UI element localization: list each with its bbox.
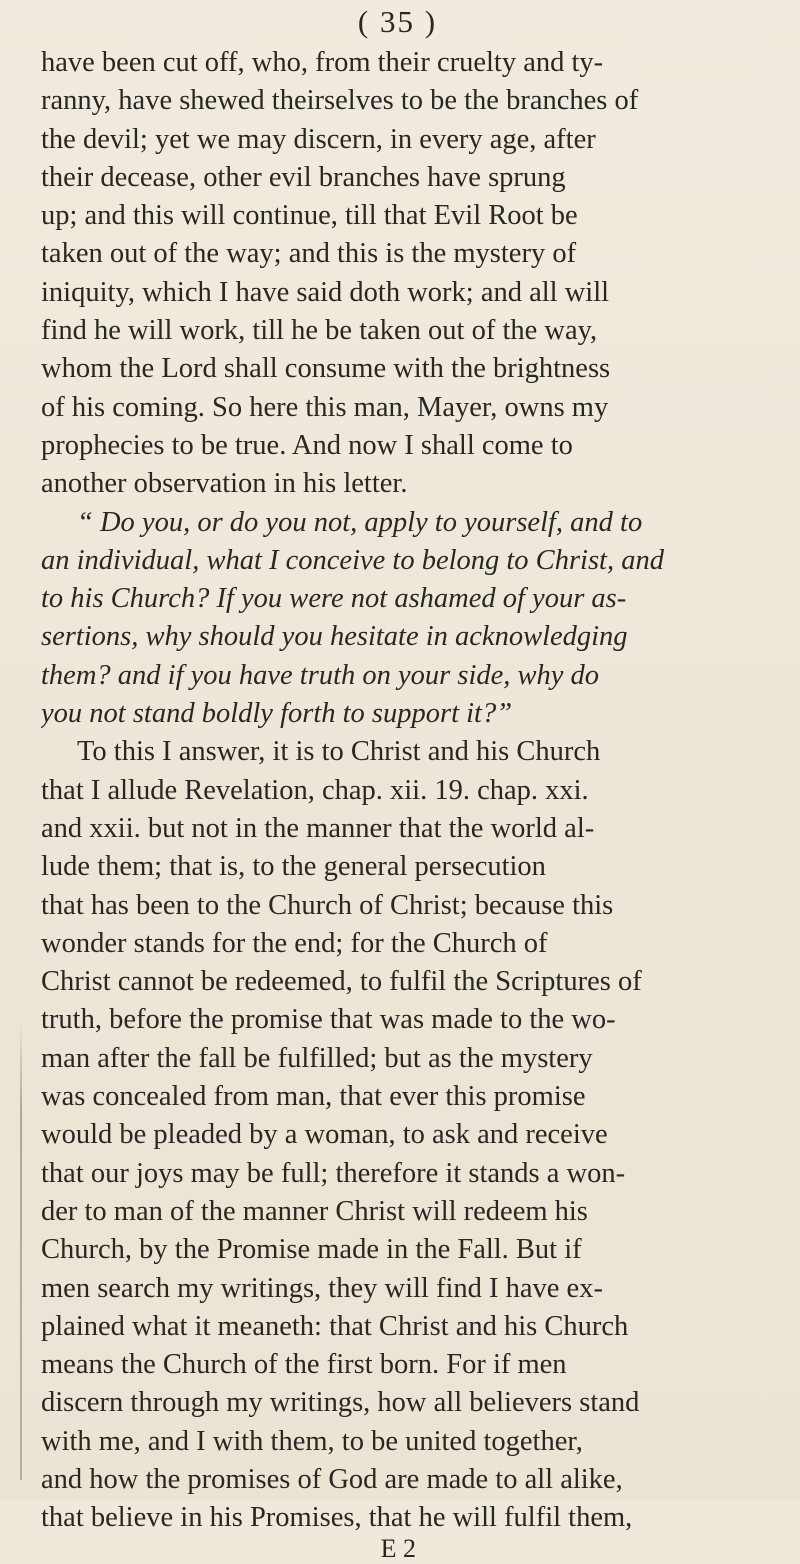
text-line: ranny, have shewed theirselves to be the branches of (41, 85, 639, 117)
paragraph (41, 733, 754, 1537)
signature-mark: E 2 (380, 1533, 416, 1563)
paragraph (41, 44, 754, 504)
text-line: that has been to the Church of Christ; because this (41, 889, 614, 921)
text-line: “ Do you, or do you not, apply to yourself, and to (77, 506, 643, 538)
text-line: the devil; yet we may discern, in every age, after (41, 123, 596, 155)
text-line: Church, by the Promise made in the Fall. But if (41, 1234, 582, 1266)
page-number: ( 35 ) (357, 4, 438, 39)
text-line: iniquity, which I have said doth work; and all will (41, 276, 610, 308)
text-line: wonder stands for the end; for the Church of (41, 927, 548, 959)
text-line: that our joys may be full; therefore it stands a won- (41, 1157, 626, 1189)
text-line: find he will work, till he be taken out of the way, (41, 315, 598, 347)
text-line: to his Church? If you were not ashamed of your as- (41, 583, 627, 615)
text-line: means the Church of the first born. For if men (41, 1349, 567, 1381)
text-line: Christ cannot be redeemed, to fulfil the Scriptures of (41, 966, 642, 998)
text-line: and how the promises of God are made to all alike, (41, 1463, 623, 1495)
text-line: To this I answer, it is to Christ and his Church (77, 736, 601, 768)
text-line: of his coming. So here this man, Mayer, owns my (41, 391, 609, 423)
binding-shadow (20, 1020, 22, 1480)
text-line: man after the fall be fulfilled; but as the mystery (41, 1042, 593, 1074)
text-line: an individual, what I conceive to belong to Christ, and (41, 544, 664, 576)
text-line: that believe in his Promises, that he will fulfil them, (41, 1502, 633, 1534)
text-line: men search my writings, they will find I have ex- (41, 1272, 603, 1304)
text-line: lude them; that is, to the general persecution (41, 851, 546, 883)
text-line: another observation in his letter. (41, 468, 408, 500)
quoted-paragraph (41, 504, 754, 734)
text-line: plained what it meaneth: that Christ and his Church (41, 1310, 629, 1342)
text-line: have been cut off, who, from their cruelty and ty- (41, 47, 604, 78)
text-line: that I allude Revelation, chap. xii. 19. chap. xxi. (41, 774, 589, 806)
text-line: them? and if you have truth on your side, why do (41, 659, 600, 691)
body-text (41, 44, 754, 1538)
text-line: their decease, other evil branches have sprung (41, 161, 566, 193)
text-line: with me, and I with them, to be united together, (41, 1425, 583, 1457)
text-line: taken out of the way; and this is the mystery of (41, 238, 577, 270)
text-line: whom the Lord shall consume with the brightness (41, 353, 611, 385)
text-line: der to man of the manner Christ will redeem his (41, 1195, 588, 1227)
text-line: up; and this will continue, till that Evil Root be (41, 200, 578, 232)
text-line: would be pleaded by a woman, to ask and receive (41, 1119, 608, 1151)
text-line: was concealed from man, that ever this promise (41, 1081, 586, 1113)
text-line: prophecies to be true. And now I shall come to (41, 429, 573, 461)
text-line: and xxii. but not in the manner that the world al- (41, 812, 595, 844)
text-line: you not stand boldly forth to support it?” (41, 698, 513, 730)
text-line: truth, before the promise that was made to the wo- (41, 1004, 616, 1036)
text-line: discern through my writings, how all believers stand (41, 1387, 640, 1419)
text-line: sertions, why should you hesitate in acknowledging (41, 621, 628, 653)
